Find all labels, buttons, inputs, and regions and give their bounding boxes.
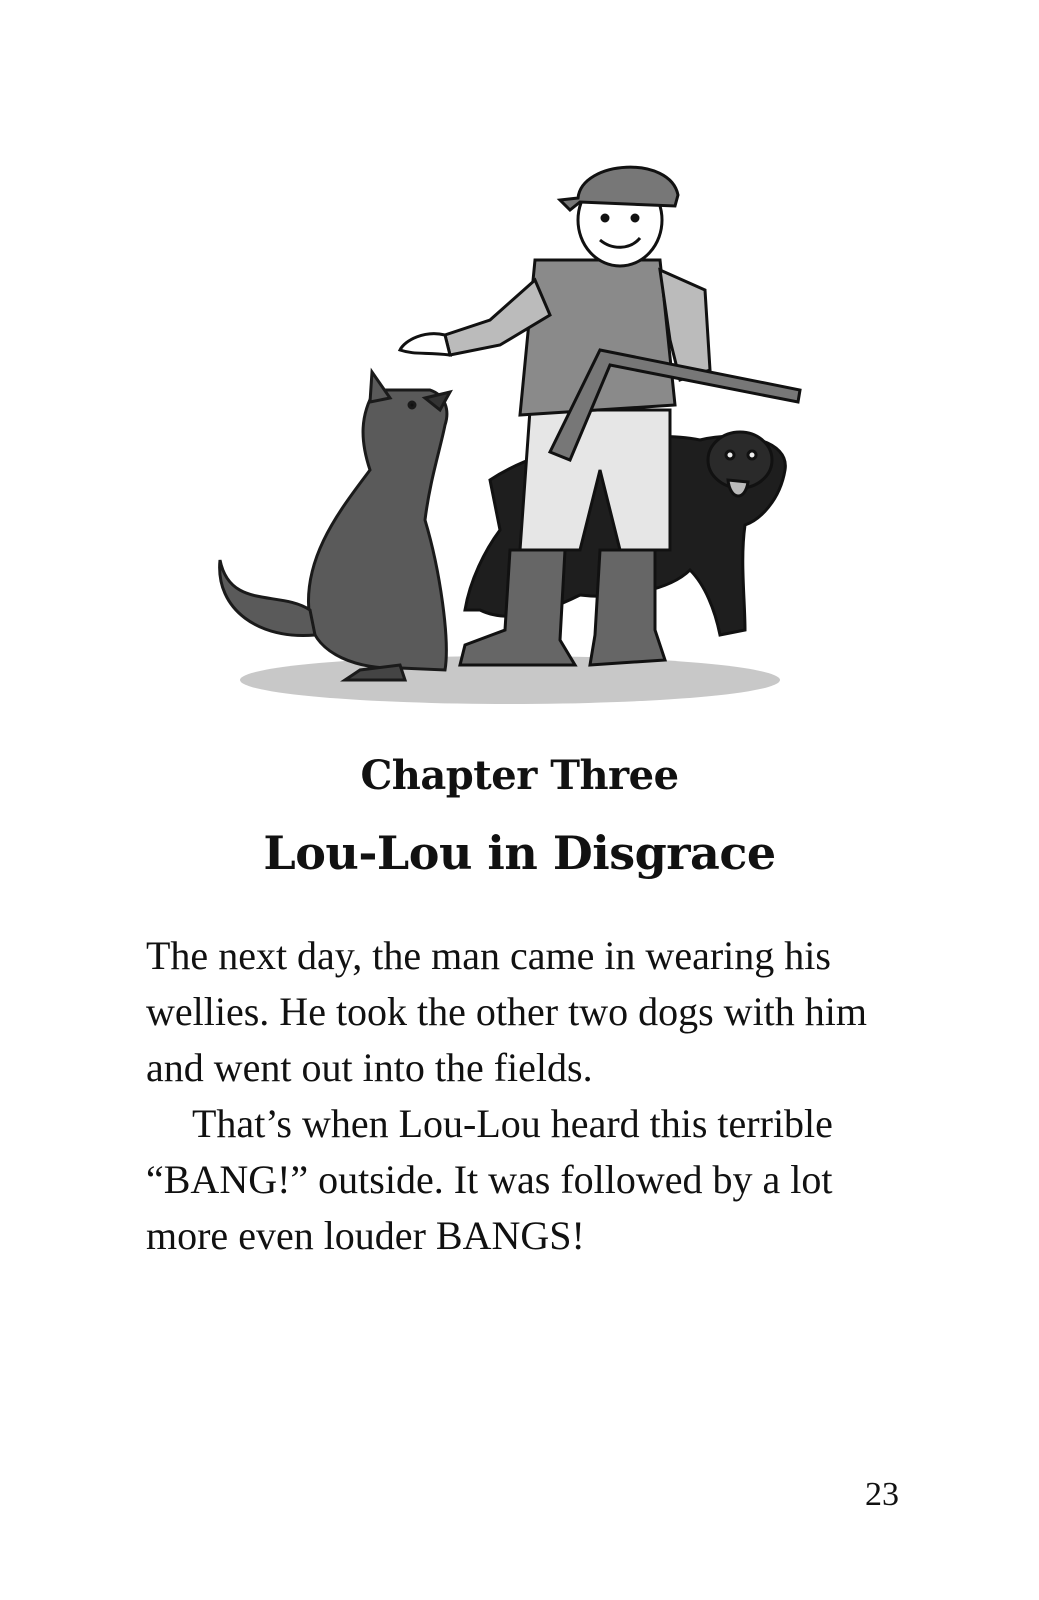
- chapter-title-heading: Lou-Lou in Disgrace: [263, 826, 776, 880]
- paragraph: That’s when Lou-Lou heard this terrible “BANG!” outside. It was followed by a lot more even louder BANGS!: [146, 1101, 833, 1258]
- chapter-body-text: [146, 928, 906, 1264]
- sitting-dog-illustration: [220, 372, 450, 680]
- chapter-number-heading: Chapter Three: [360, 752, 679, 799]
- page-number: 23: [865, 1476, 899, 1513]
- paragraph: The next day, the man came in wearing his wellies. He took the other two dogs with him and went out into the fields.: [146, 933, 868, 1090]
- chapter-illustration: [200, 140, 840, 720]
